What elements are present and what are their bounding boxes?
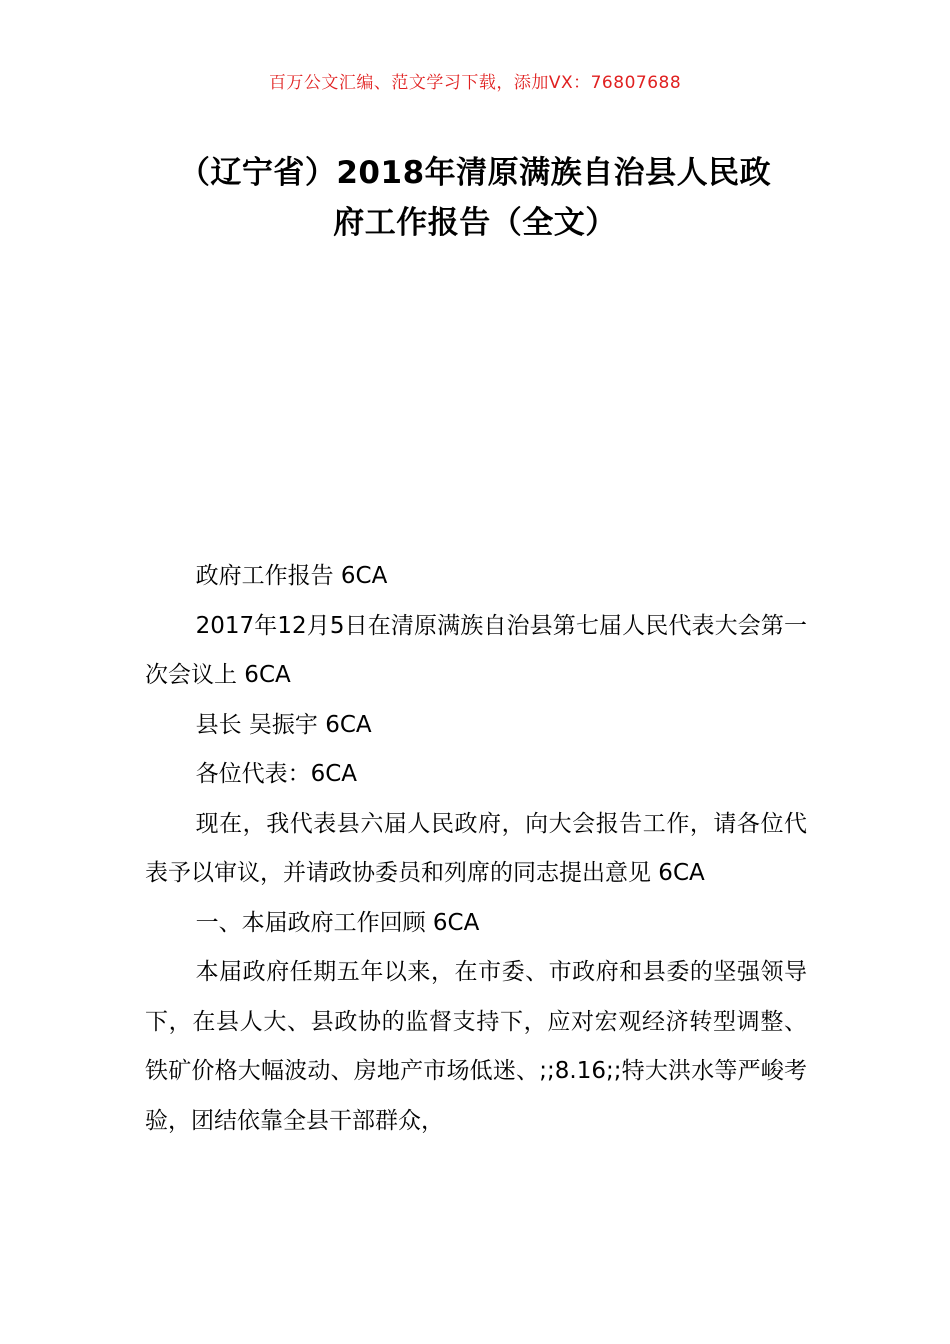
page-title-line-1: （辽宁省）2018年清原满族自治县人民政 xyxy=(178,155,772,191)
paragraph: 县长 吴振宇 6CA xyxy=(195,711,372,738)
paragraph: 现在，我代表县六届人民政府，向大会报告工作，请各位代表予以审议，并请政协委员和列席的同志提出意见 6CA xyxy=(145,810,807,886)
paragraph: 一、本届政府工作回顾 6CA xyxy=(195,909,480,936)
paragraph: 各位代表：6CA xyxy=(195,761,358,787)
header-note: 百万公文汇编、范文学习下载，添加VX：76807688 xyxy=(268,73,682,93)
document-body xyxy=(145,552,807,1146)
paragraph: 本届政府任期五年以来，在市委、市政府和县委的坚强领导下，在县人大、县政协的监督支持下，应对宏观经济转型调整、铁矿价格大幅波动、房地产市场低迷、;;8.16;;特大洪水等严峻考验，团结依靠全县干部群众， xyxy=(145,959,807,1134)
paragraph: 2017年12月5日在清原满族自治县第七届人民代表大会第一次会议上 6CA xyxy=(145,612,807,688)
paragraph: 政府工作报告 6CA xyxy=(195,563,388,589)
page-title-line-2: 府工作报告（全文） xyxy=(333,205,617,241)
page-title xyxy=(140,148,810,248)
